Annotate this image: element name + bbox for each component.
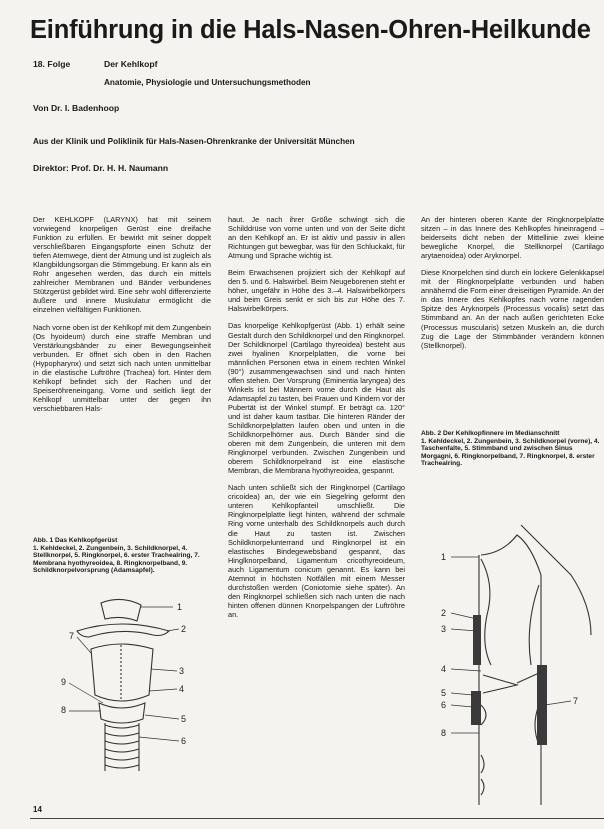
paragraph: Nach unten schließt sich der Ringknorpel (Cartilago cricoidea) an, der wie ein Siegelring geformt den unteren Kehlkopfanteil umschließt. Die Ringknorpelplatte liegt hinten, während der schmale Ring vorne unterhalb des Schildknorpels auch durch die Haut zu tasten ist. Zwischen Schildknorpelunterrand und Ringknorpel ist ein elastisches Bindegewebsband gespannt, das Hinglknorpelband, Ligamentum cricothyreoideum, auch Ligamentum conicum genannt. Es kann bei Atemnot in höchsten Notfällen mit einem Messer durchstoßen werden (Coniotomie siehe später). An den Ringknorpel schließen sich nach unten die nach hinten offenen dünnen Knorpelspangen der Luftröhre an. [228, 483, 405, 619]
text-column-3 [421, 215, 604, 420]
institution-line: Aus der Klinik und Poliklinik für Hals-Nasen-Ohrenkranke der Universität München [33, 137, 355, 146]
paragraph: haut. Je nach ihrer Größe schwingt sich die Schilddrüse von vorne unten und von der Seite dicht an den Kehlkopf an. Er ist aktiv und passiv in allen Richtungen gut bewegbar, was für den Schluckakt, für Atmung und Sprache wichtig ist. [228, 215, 405, 261]
bottom-rule [30, 818, 604, 819]
vocal-fold [483, 675, 517, 693]
figure-label: 7 [69, 631, 75, 641]
article-subtitle: Anatomie, Physiologie und Untersuchungsmethoden [104, 78, 311, 87]
figure-2-caption [421, 430, 604, 510]
posterior-wall [481, 535, 541, 805]
paragraph: Nach vorne oben ist der Kehlkopf mit dem Zungenbein (Os hyoideum) durch eine straffe Membran und Verstärkungsbänder zu einer Bewegungseinheit verbunden. Er öffnet sich oben in den Rachen (Hypopharynx) und setzt sich nach unten unmittelbar in die elastische Luftröhre (Trachea) fort. Hinter dem Kehlkopf befindet sich der Rachen und der Speiseröhreneingang. Vorne und seitlich liegt der Kehlkopf unmittelbar unter der gegen ihn verschiebbaren Hals- [33, 322, 211, 413]
figure-label: 5 [441, 688, 447, 698]
figure-label: 4 [179, 684, 185, 694]
director-line: Direktor: Prof. Dr. H. H. Naumann [33, 163, 169, 173]
text-column-2 [228, 215, 405, 807]
trachea-rings [105, 725, 139, 768]
figure-label: 4 [441, 664, 447, 674]
figure-1-caption [33, 537, 211, 597]
series-label: 18. Folge [33, 59, 71, 69]
paragraph: Diese Knorpelchen sind durch ein lockere Gelenkkapsel mit der Ringknorpelplatte verbunden und haben annähernd die Form einer dreiseitigen Pyramide. An der in das Innere des Kehlkopfes nach vorne ragenden Spitze des Aryknorpels (Processus vocalis) setzt das Stimmband an. An der nach außen gerichteten Ecke (Processus muscularis) setzen Muskeln an, die durch Zug die Lage der Stimmbänder verändern können (Stellknorpel). [421, 268, 604, 350]
page-title: Einführung in die Hals-Nasen-Ohren-Heilkunde [30, 16, 591, 44]
author-line: Von Dr. I. Badenhoop [33, 103, 120, 113]
figure-label: 9 [61, 677, 67, 687]
figure-label: 3 [179, 666, 185, 676]
text-column-1 [33, 215, 211, 525]
caption-body: 1. Kehldeckel, 2. Zungenbein, 3. Schildknorpel (vorne), 4. Taschenfalte, 5. Stimmband und zwischen Sinus Morgagni, 6. Ringknorpelband, 7. Ringknorpel, 8. erster Trachealring. [421, 437, 600, 468]
figure-label: 5 [181, 714, 187, 724]
cricoid-section [471, 691, 481, 725]
figure-1-larynx-skeleton [33, 595, 211, 783]
caption-heading: Abb. 1 Das Kehlkopfgerüst [33, 537, 118, 544]
figure-label: 1 [441, 552, 447, 562]
figure-label: 7 [573, 696, 579, 706]
figure-label: 2 [181, 624, 187, 634]
epiglottis-outline [521, 525, 591, 635]
article-topic: Der Kehlkopf [104, 59, 158, 69]
figure-label: 6 [181, 736, 187, 746]
paragraph: Das knorpelige Kehlkopfgerüst (Abb. 1) erhält seine Gestalt durch den Schildknorpel und den Ringknorpel. Der Schildknorpel (Cartilago thyreoidea) besteht aus zwei hyalinen Knorpelplatten, die vorne bei männlichen Personen etwa in einem rechten Winkel (90°) zusammengewachsen sind und nach hinten offen stehen. Der Vorsprung (Eminentia laryngea) des Winkels ist bei Männern vorne durch die Haut als Adamsapfel zu tasten, bei Frauen und Kindern vor der Pubertät ist der Winkel stumpf. Er beträgt ca. 120° und ist daher kaum tastbar. Die hinteren Ränder der Schildknorpelplatten laufen oben und unten in die Schildknorpelhörner aus. Durch Bänder sind die oberen mit dem Zungenbein, die unteren mit dem Ringknorpel verbunden. Zwischen Zungenbein und oberem Schildknorpelrand ist eine elastische Membran, die Membrana hyothyreoidea, gespannt. [228, 321, 405, 476]
hyoid-shape [77, 624, 169, 637]
caption-heading: Abb. 2 Der Kehlkopfinnere im Medianschnitt [421, 430, 560, 437]
trachea-rings [481, 755, 484, 795]
page-number: 14 [33, 805, 42, 814]
caption-body: 1. Kehldeckel, 2. Zungenbein, 3. Schildknorpel, 4. Stellknorpel, 5. Ringknorpel, 6. erster Trachealring, 7. Membrana hyothyreoidea, 8. Ringknorpelband, 9. Schildknorpelvorsprung (Adamsapfel). [33, 544, 200, 575]
figure-label: 8 [441, 728, 447, 738]
figure-2-median-section [421, 515, 604, 805]
figure-label: 8 [61, 705, 67, 715]
thyroid-cartilage-section [473, 615, 481, 665]
paragraph: Der KEHLKOPF (LARYNX) hat mit seinem vorwiegend knorpeligen Gerüst eine dreifache Funktion zu erfüllen. Er bewirkt mit seiner doppelt verschließbaren Eingangspforte einen Schutz der tiefen Atemwege, dient der Atmung und ist zugleich als Klangbildungsorgan die Stimmgebung. Er kann als ein Rohr angesehen werden, das durch ein mittels zahlreicher Membranen und Bänder verbundenes Stützgerüst gebildet wird. Eine sehr wohl differenzierte äußere und innere Muskulatur ermöglicht die einzelnen vielfältigen Funktionen. [33, 215, 211, 315]
cricoid-shape [99, 703, 145, 723]
figure-label: 1 [177, 602, 183, 612]
paragraph: Beim Erwachsenen projiziert sich der Kehlkopf auf den 5. und 6. Halswirbel. Beim Neugeborenen steht er höher, ungefähr in Höhe des 3.–4. Halswirbelkörpers und beim Greis senkt er sich bis zur Höhe des 7. Halswirbelkörpers. [228, 268, 405, 314]
figure-label: 3 [441, 624, 447, 634]
figure-label: 2 [441, 608, 447, 618]
thyroid-cartilage-shape [91, 644, 153, 701]
figure-label: 6 [441, 700, 447, 710]
paragraph: An der hinteren oberen Kante der Ringknorpelplatte sitzen – in das Innere des Kehlkopfes hineinragend – beiderseits dicht neben der Mittellinie zwei kleine bewegliche Knorpel, die Stellknorpel (Cartilago arytaenoidea) oder Aryknorpel. [421, 215, 604, 261]
epiglottis-shape [101, 599, 141, 621]
